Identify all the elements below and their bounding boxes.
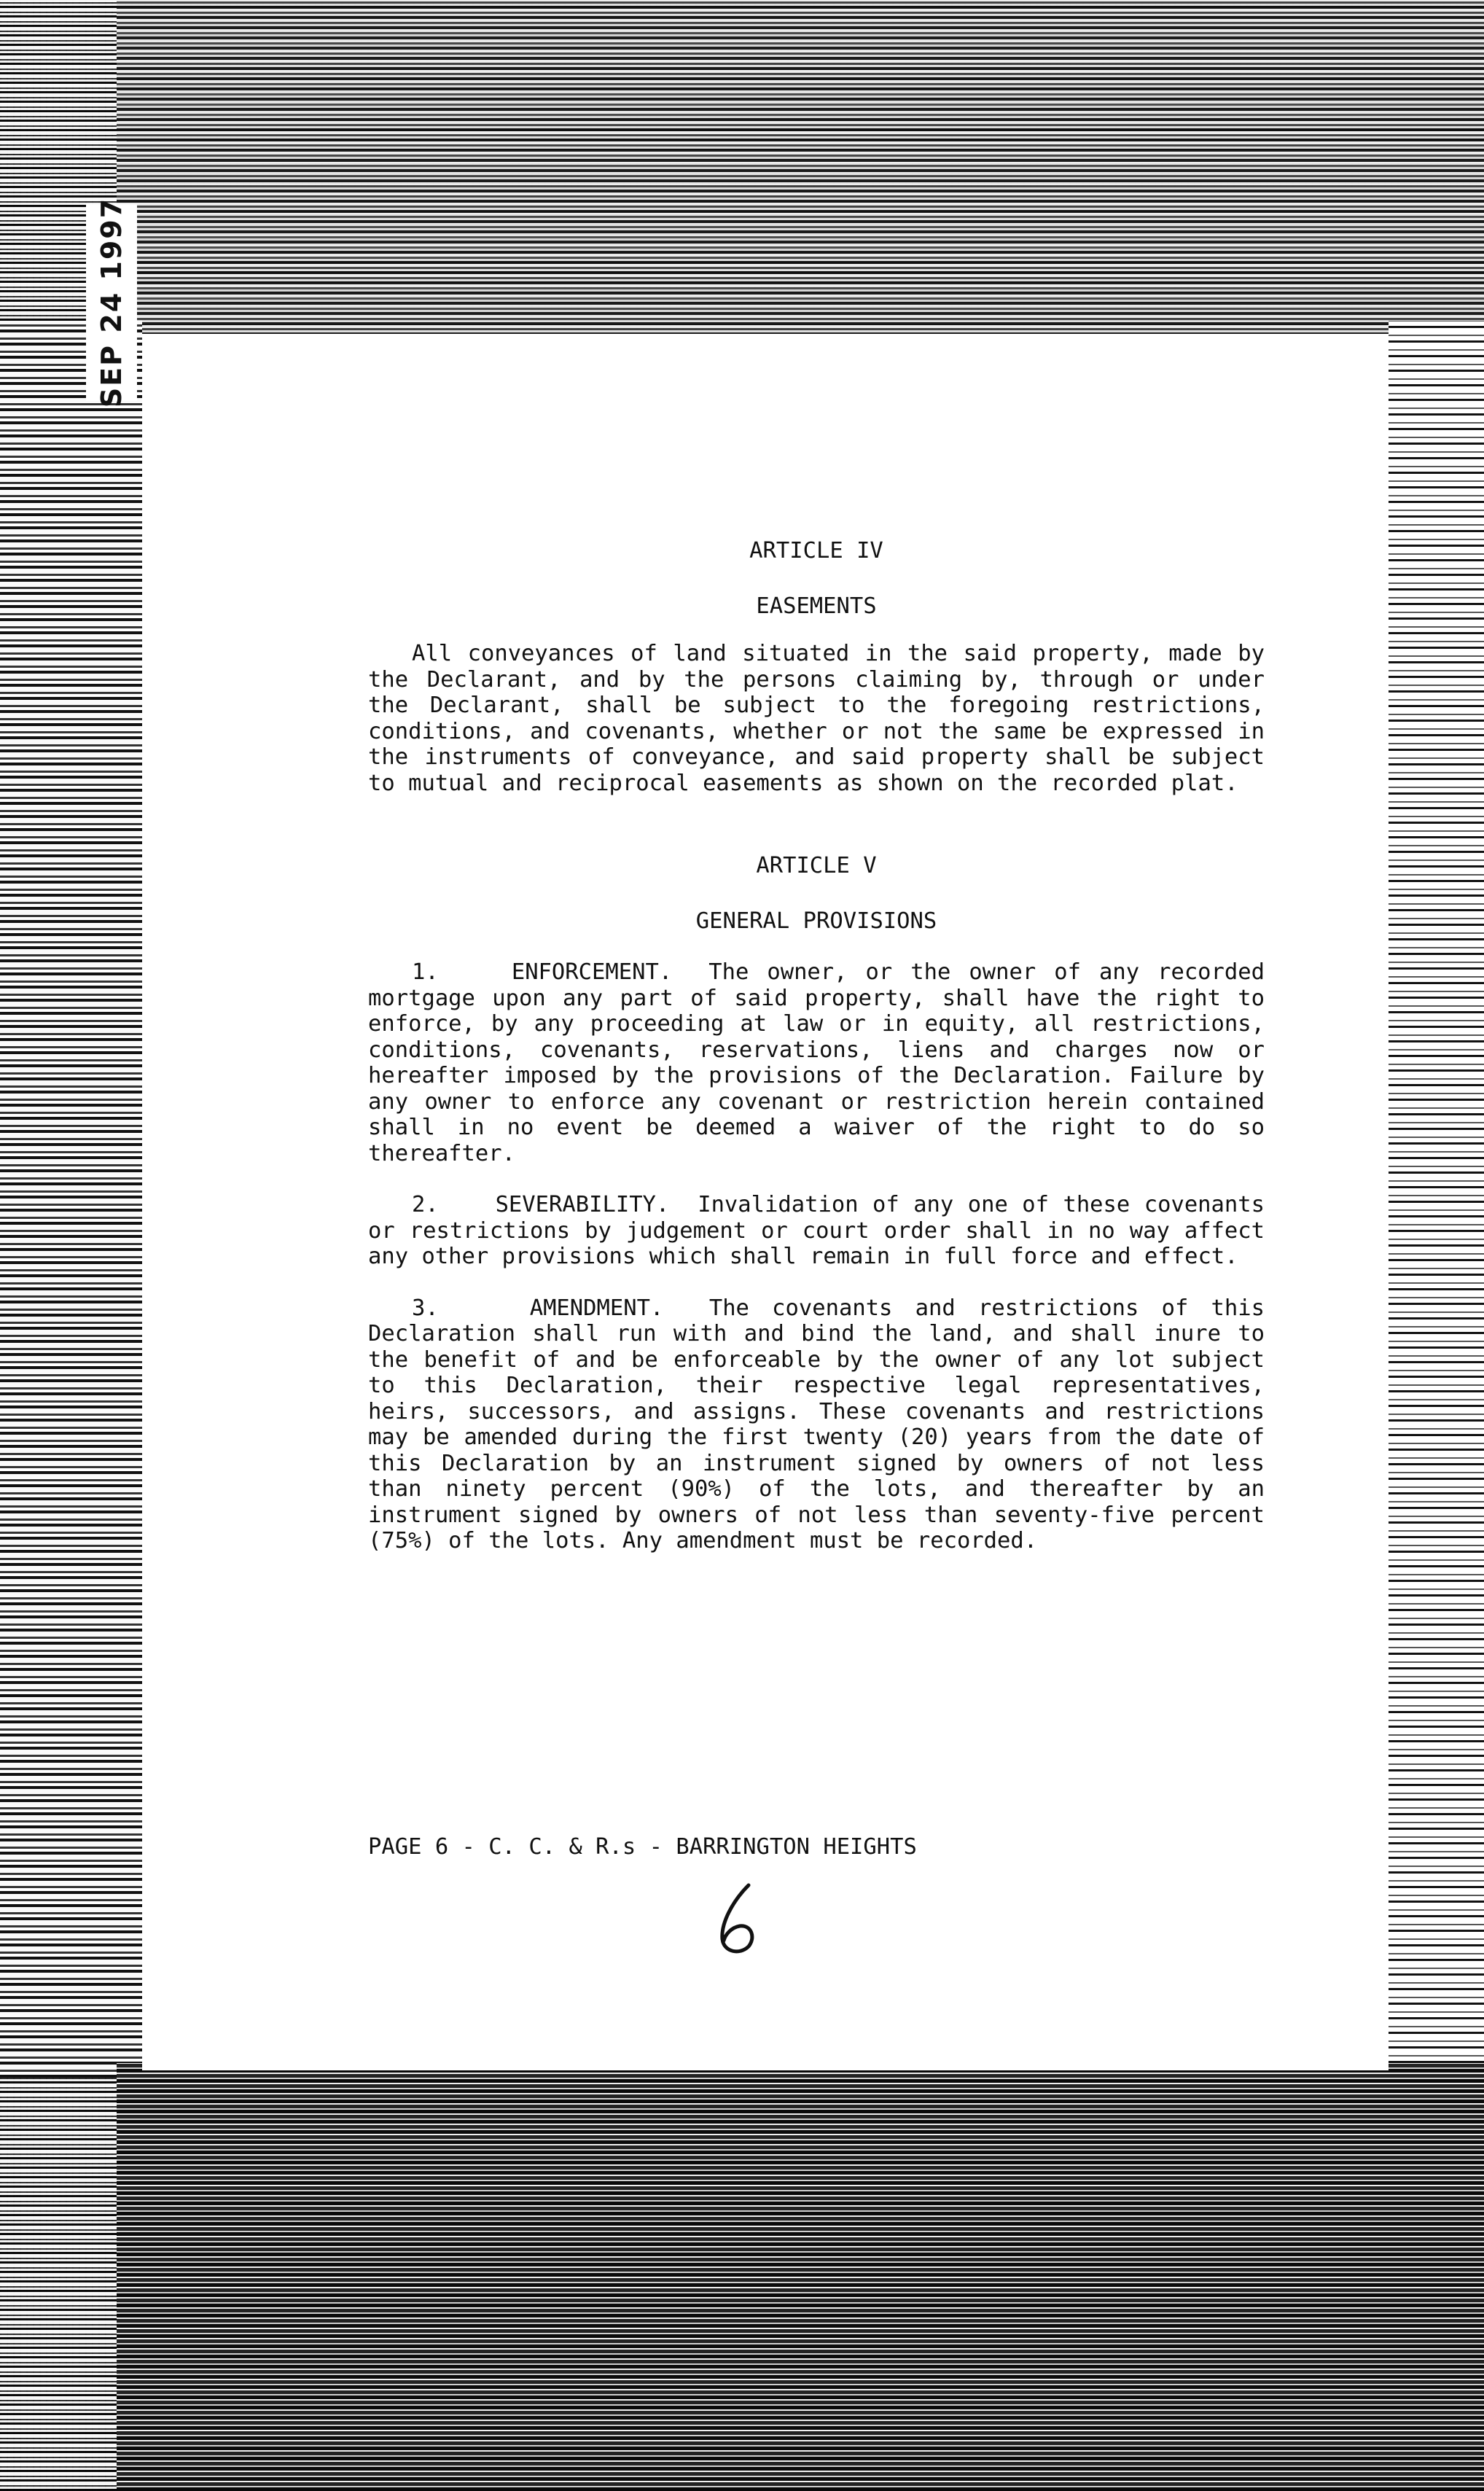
document-page <box>142 334 1389 2070</box>
section-number: 1. <box>412 959 439 985</box>
date-stamp <box>86 197 137 408</box>
section-heading: AMENDMENT. <box>529 1295 664 1321</box>
section-text: The covenants and restrictions of this Declaration shall run with and bind the land, and shall inure to the benefit of and be enforceable by the owner of any lot subject to this Declaration, their respective legal representatives, heirs, successors, and assigns. These covenants and restrictions may be amended during the first twenty (20) years from the date of this Declaration by an instrument signed by owners of not less than ninety percent (90%) of the lots, and thereafter by an instrument signed by owners of not less than seventy-five percent (75%) of the lots. Any amendment must be recorded. <box>368 1295 1265 1554</box>
enforcement-paragraph <box>368 959 1265 1166</box>
document-content <box>368 538 1265 1554</box>
section-number: 2. <box>412 1192 439 1217</box>
scan-noise-bottom <box>117 2063 1484 2491</box>
section-text: The owner, or the owner of any recorded mortgage upon any part of said property, shall have the right to enforce, by any proceeding at law or in equity, all restrictions, conditions, covenants, reservations, liens and charges now or hereafter imposed by the provisions of the Declaration. Failure by any owner to enforce any covenant or restriction herein contained shall in no event be deemed a waiver of the right to do so thereafter. <box>368 959 1265 1166</box>
scan-noise-top <box>117 0 1484 335</box>
page-footer: PAGE 6 - C. C. & R.s - BARRINGTON HEIGHTS <box>368 1834 917 1860</box>
amendment-paragraph <box>368 1295 1265 1554</box>
section-heading: SEVERABILITY. <box>495 1192 670 1217</box>
section-heading: ENFORCEMENT. <box>511 959 673 985</box>
scan-noise-left <box>0 321 142 2078</box>
section-number: 3. <box>412 1295 439 1321</box>
scan-noise-right <box>1389 321 1484 2078</box>
date-stamp-text: SEP 24 1997 <box>95 197 128 408</box>
severability-paragraph <box>368 1192 1265 1270</box>
section-text: Invalidation of any one of these covenants or restrictions by judgement or court order shall in no way affect any other provisions which shall remain in full force and effect. <box>368 1192 1265 1269</box>
article-v-title: ARTICLE V <box>756 853 877 878</box>
handwritten-page-number <box>711 1879 769 1960</box>
article-iv-title: ARTICLE IV <box>749 538 883 564</box>
article-iv-subtitle: EASEMENTS <box>756 593 877 619</box>
article-v-subtitle: GENERAL PROVISIONS <box>695 908 937 934</box>
easements-paragraph: All conveyances of land situated in the said property, made by the Declarant, and by the persons claiming by, through or under the Declarant, shall be subject to the foregoing restrictions, conditions, and covenants, whether or not the same be expressed in the instruments of conveyance, and said property shall be subject to mutual and reciprocal easements as shown on the recorded plat. <box>368 641 1265 796</box>
